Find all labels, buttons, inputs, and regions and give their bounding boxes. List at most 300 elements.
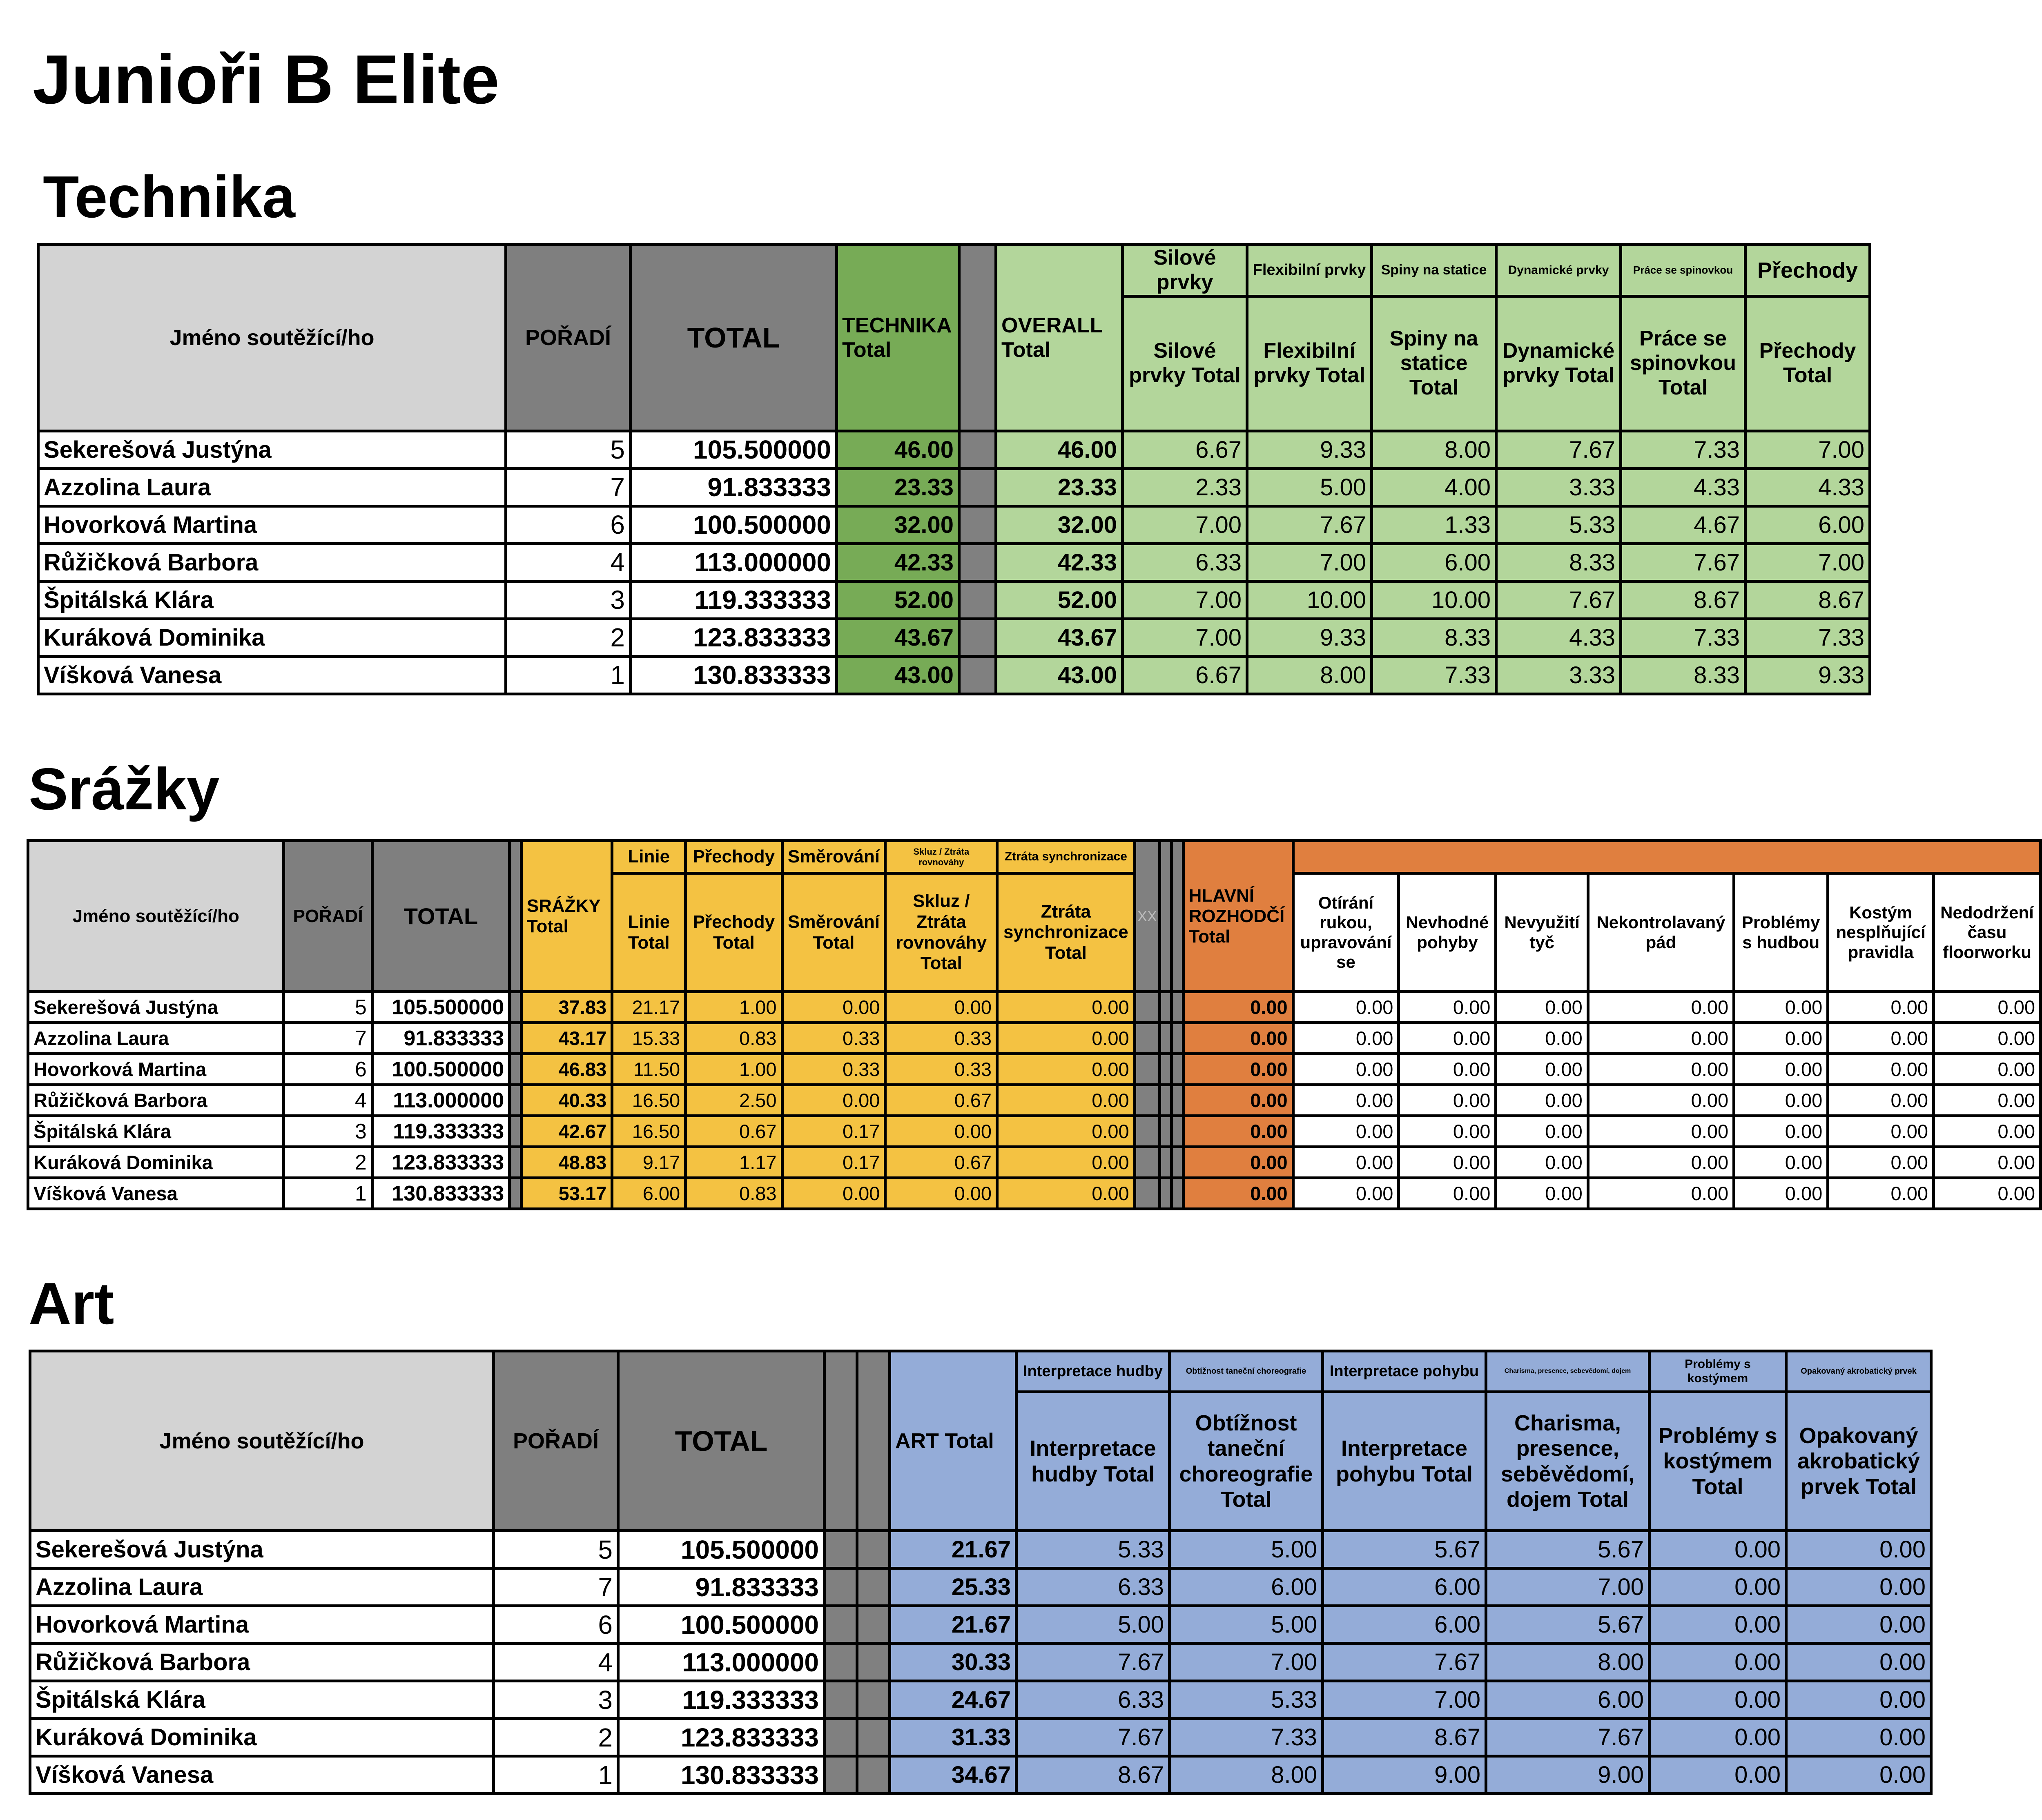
- score-cell: 4.33: [1621, 468, 1746, 506]
- art-total-cell: 30.33: [890, 1644, 1017, 1681]
- score-cell: 0.00: [1293, 1178, 1399, 1209]
- score-cell: 0.67: [686, 1116, 782, 1147]
- score-cell: 6.00: [1486, 1681, 1650, 1719]
- score-cell: 0.00: [1786, 1681, 1931, 1719]
- orange-group-header: [1293, 841, 2040, 873]
- score-cell: 5.33: [1017, 1531, 1170, 1568]
- total-cell: 123.833333: [631, 619, 837, 656]
- score-cell: 0.00: [1734, 992, 1828, 1023]
- score-cell: 0.00: [1734, 1023, 1828, 1054]
- score-cell: 0.33: [782, 1054, 885, 1085]
- score-cell: 7.67: [1486, 1719, 1650, 1756]
- score-cell: 0.17: [782, 1147, 885, 1178]
- score-cell: 7.33: [1170, 1719, 1323, 1756]
- score-cell: 8.33: [1621, 656, 1746, 694]
- separator-cell: [510, 1085, 522, 1116]
- table-row: [30, 1531, 1931, 1568]
- score-cell: 8.00: [1170, 1756, 1323, 1794]
- score-cell: 0.00: [1650, 1756, 1786, 1794]
- sub-header: Práce se spinovkou Total: [1621, 296, 1746, 431]
- technika-total-cell: 46.00: [837, 431, 959, 468]
- score-cell: 0.17: [782, 1116, 885, 1147]
- group-header: Směrování: [782, 841, 885, 873]
- technika-total-cell: 43.00: [837, 656, 959, 694]
- rank-cell: 3: [494, 1681, 618, 1719]
- separator-column: [959, 245, 996, 431]
- score-cell: 0.00: [1588, 1085, 1734, 1116]
- total-cell: 105.500000: [372, 992, 509, 1023]
- score-cell: 2.33: [1123, 468, 1247, 506]
- score-cell: 0.83: [686, 1178, 782, 1209]
- rank-cell: 4: [284, 1085, 372, 1116]
- score-cell: 0.00: [997, 1023, 1135, 1054]
- score-cell: 9.33: [1247, 619, 1372, 656]
- score-cell: 0.67: [885, 1147, 997, 1178]
- score-cell: 7.00: [1123, 506, 1247, 544]
- score-cell: 1.00: [686, 1054, 782, 1085]
- score-cell: 6.67: [1123, 431, 1247, 468]
- rank-cell: 6: [506, 506, 631, 544]
- total-cell: 130.833333: [372, 1178, 509, 1209]
- group-header: Linie: [612, 841, 686, 873]
- score-cell: 6.00: [612, 1178, 686, 1209]
- art-table-wrap: [29, 1350, 1933, 1795]
- header-rank: POŘADÍ: [284, 841, 372, 992]
- score-cell: 0.00: [1933, 1147, 2040, 1178]
- score-cell: 0.00: [1588, 1054, 1734, 1085]
- score-cell: 0.00: [1933, 1116, 2040, 1147]
- sub-header: Flexibilní prvky Total: [1247, 296, 1372, 431]
- score-cell: 0.00: [1588, 992, 1734, 1023]
- separator-cell: [825, 1531, 857, 1568]
- rank-cell: 2: [284, 1147, 372, 1178]
- score-cell: 0.33: [885, 1023, 997, 1054]
- total-cell: 119.333333: [372, 1116, 509, 1147]
- competitor-name: Hovorková Martina: [38, 506, 506, 544]
- score-cell: 5.00: [1017, 1606, 1170, 1644]
- score-cell: 0.00: [1399, 1178, 1496, 1209]
- score-cell: 5.67: [1323, 1531, 1486, 1568]
- separator-cell: [857, 1644, 890, 1681]
- separator-cell: [510, 1147, 522, 1178]
- separator-cell: [1135, 992, 1159, 1023]
- score-cell: 7.00: [1746, 431, 1870, 468]
- score-cell: 1.33: [1372, 506, 1496, 544]
- score-cell: 4.00: [1372, 468, 1496, 506]
- total-cell: 123.833333: [372, 1147, 509, 1178]
- competitor-name: Kuráková Dominika: [38, 619, 506, 656]
- sub-header: Opakovaný akrobatický prvek Total: [1786, 1392, 1931, 1531]
- table-row: [28, 1178, 2041, 1209]
- score-cell: 9.33: [1746, 656, 1870, 694]
- separator-cell: [959, 581, 996, 619]
- score-cell: 4.67: [1621, 506, 1746, 544]
- table-row: [30, 1719, 1931, 1756]
- separator-cell: [1171, 1023, 1183, 1054]
- score-cell: 0.00: [1399, 1023, 1496, 1054]
- score-cell: 0.33: [782, 1023, 885, 1054]
- sub-header: Nekontrolavaný pád: [1588, 873, 1734, 992]
- separator-cell: [959, 544, 996, 581]
- score-cell: 6.33: [1017, 1568, 1170, 1606]
- total-cell: 91.833333: [631, 468, 837, 506]
- score-cell: 7.67: [1323, 1644, 1486, 1681]
- score-cell: 0.00: [1650, 1568, 1786, 1606]
- score-cell: 6.00: [1323, 1568, 1486, 1606]
- score-cell: 6.00: [1170, 1568, 1323, 1606]
- header-srazky-total: SRÁŽKY Total: [521, 841, 612, 992]
- table-row: [30, 1606, 1931, 1644]
- sub-header: Nedodržení času floorworku: [1933, 873, 2040, 992]
- score-cell: 7.67: [1247, 506, 1372, 544]
- technika-total-cell: 23.33: [837, 468, 959, 506]
- rank-cell: 1: [506, 656, 631, 694]
- score-cell: 7.67: [1496, 431, 1621, 468]
- score-cell: 0.00: [1786, 1531, 1931, 1568]
- separator-cell: [1160, 1085, 1172, 1116]
- group-header: Interpretace pohybu: [1323, 1351, 1486, 1392]
- score-cell: 0.00: [1496, 1023, 1588, 1054]
- hlavni-total-cell: 0.00: [1183, 1178, 1293, 1209]
- score-cell: 0.00: [1588, 1147, 1734, 1178]
- score-cell: 0.00: [1786, 1606, 1931, 1644]
- overall-total-cell: 42.33: [996, 544, 1123, 581]
- art-total-cell: 21.67: [890, 1606, 1017, 1644]
- score-cell: 0.00: [782, 1085, 885, 1116]
- score-cell: 0.00: [1786, 1756, 1931, 1794]
- score-cell: 0.00: [885, 992, 997, 1023]
- header-total: TOTAL: [631, 245, 837, 431]
- score-cell: 0.00: [1828, 1054, 1934, 1085]
- table-row: [30, 1644, 1931, 1681]
- separator-cell: [1160, 1116, 1172, 1147]
- score-cell: 6.00: [1372, 544, 1496, 581]
- competitor-name: Růžičková Barbora: [28, 1085, 284, 1116]
- rank-cell: 5: [494, 1531, 618, 1568]
- hlavni-total-cell: 0.00: [1183, 1054, 1293, 1085]
- technika-total-cell: 42.33: [837, 544, 959, 581]
- score-cell: 0.00: [1734, 1085, 1828, 1116]
- separator-cell: [510, 1054, 522, 1085]
- score-cell: 0.00: [1293, 1023, 1399, 1054]
- total-cell: 91.833333: [618, 1568, 825, 1606]
- separator-cell: [510, 992, 522, 1023]
- separator-cell: [1135, 1116, 1159, 1147]
- competitor-name: Sekerešová Justýna: [30, 1531, 494, 1568]
- sub-header: Problémy s hudbou: [1734, 873, 1828, 992]
- competitor-name: Růžičková Barbora: [38, 544, 506, 581]
- srazky-table: [27, 839, 2042, 1210]
- group-header: Opakovaný akrobatický prvek: [1786, 1351, 1931, 1392]
- separator-cell: [857, 1568, 890, 1606]
- score-cell: 21.17: [612, 992, 686, 1023]
- technika-total-cell: 43.67: [837, 619, 959, 656]
- header-total: TOTAL: [618, 1351, 825, 1531]
- sub-header: Silové prvky Total: [1123, 296, 1247, 431]
- group-header: Skluz / Ztráta rovnováhy: [885, 841, 997, 873]
- header-art-total: ART Total: [890, 1351, 1017, 1531]
- score-cell: 0.00: [1399, 1147, 1496, 1178]
- separator-cell: [825, 1756, 857, 1794]
- group-header: Silové prvky: [1123, 245, 1247, 296]
- separator-column: [825, 1351, 857, 1531]
- art-total-cell: 31.33: [890, 1719, 1017, 1756]
- separator-column: [1171, 841, 1183, 992]
- score-cell: 0.00: [997, 1147, 1135, 1178]
- total-cell: 105.500000: [618, 1531, 825, 1568]
- total-cell: 113.000000: [618, 1644, 825, 1681]
- score-cell: 0.00: [1734, 1116, 1828, 1147]
- score-cell: 0.00: [1828, 992, 1934, 1023]
- score-cell: 0.00: [1293, 1147, 1399, 1178]
- separator-cell: [825, 1644, 857, 1681]
- score-cell: 0.00: [1828, 1023, 1934, 1054]
- competitor-name: Azzolina Laura: [30, 1568, 494, 1606]
- separator-cell: [510, 1116, 522, 1147]
- overall-total-cell: 32.00: [996, 506, 1123, 544]
- score-cell: 0.00: [1496, 1085, 1588, 1116]
- separator-cell: [1171, 1085, 1183, 1116]
- score-cell: 8.33: [1372, 619, 1496, 656]
- table-row: [28, 1054, 2041, 1085]
- score-cell: 0.00: [1399, 992, 1496, 1023]
- separator-column: XX: [1135, 841, 1159, 992]
- hlavni-total-cell: 0.00: [1183, 1116, 1293, 1147]
- score-cell: 0.00: [1650, 1606, 1786, 1644]
- table-row: [28, 1085, 2041, 1116]
- score-cell: 0.00: [1293, 1085, 1399, 1116]
- separator-cell: [510, 1023, 522, 1054]
- separator-cell: [1171, 992, 1183, 1023]
- srazky-total-cell: 53.17: [521, 1178, 612, 1209]
- header-name: Jméno soutěžící/ho: [38, 245, 506, 431]
- competitor-name: Růžičková Barbora: [30, 1644, 494, 1681]
- total-cell: 100.500000: [372, 1054, 509, 1085]
- score-cell: 1.17: [686, 1147, 782, 1178]
- score-cell: 0.00: [1933, 1054, 2040, 1085]
- group-header: Ztráta synchronizace: [997, 841, 1135, 873]
- score-cell: 8.67: [1323, 1719, 1486, 1756]
- page-title: Junioři B Elite: [33, 41, 499, 118]
- score-cell: 0.00: [997, 1116, 1135, 1147]
- rank-cell: 5: [506, 431, 631, 468]
- score-cell: 0.00: [1496, 1147, 1588, 1178]
- score-cell: 0.00: [1399, 1054, 1496, 1085]
- score-cell: 7.00: [1486, 1568, 1650, 1606]
- score-cell: 5.00: [1170, 1531, 1323, 1568]
- section-title-srazky: Srážky: [29, 756, 220, 822]
- score-cell: 0.00: [1293, 1116, 1399, 1147]
- separator-cell: [825, 1681, 857, 1719]
- score-cell: 0.00: [1828, 1147, 1934, 1178]
- hlavni-total-cell: 0.00: [1183, 1085, 1293, 1116]
- srazky-total-cell: 37.83: [521, 992, 612, 1023]
- group-header: Práce se spinovkou: [1621, 245, 1746, 296]
- score-cell: 8.67: [1017, 1756, 1170, 1794]
- score-cell: 0.00: [1933, 1178, 2040, 1209]
- total-cell: 100.500000: [631, 506, 837, 544]
- srazky-total-cell: 40.33: [521, 1085, 612, 1116]
- rank-cell: 7: [506, 468, 631, 506]
- art-table: [29, 1350, 1933, 1795]
- score-cell: 10.00: [1372, 581, 1496, 619]
- group-header: Spiny na statice: [1372, 245, 1496, 296]
- header-technika-total: TECHNIKA Total: [837, 245, 959, 431]
- score-cell: 0.00: [1293, 1054, 1399, 1085]
- srazky-total-cell: 48.83: [521, 1147, 612, 1178]
- score-cell: 15.33: [612, 1023, 686, 1054]
- table-row: [28, 1147, 2041, 1178]
- srazky-total-cell: 42.67: [521, 1116, 612, 1147]
- sub-header: Kostým nesplňující pravidla: [1828, 873, 1934, 992]
- table-row: [38, 656, 1870, 694]
- total-cell: 113.000000: [631, 544, 837, 581]
- technika-table: [37, 243, 1871, 695]
- score-cell: 7.33: [1372, 656, 1496, 694]
- competitor-name: Víšková Vanesa: [38, 656, 506, 694]
- separator-cell: [959, 431, 996, 468]
- total-cell: 113.000000: [372, 1085, 509, 1116]
- separator-cell: [825, 1719, 857, 1756]
- score-cell: 0.00: [782, 992, 885, 1023]
- score-cell: 3.33: [1496, 468, 1621, 506]
- score-cell: 0.00: [997, 992, 1135, 1023]
- art-total-cell: 34.67: [890, 1756, 1017, 1794]
- score-cell: 8.67: [1621, 581, 1746, 619]
- rank-cell: 7: [284, 1023, 372, 1054]
- header-name: Jméno soutěžící/ho: [28, 841, 284, 992]
- sub-header: Otírání rukou, upravování se: [1293, 873, 1399, 992]
- score-cell: 0.00: [1496, 1116, 1588, 1147]
- score-cell: 4.33: [1496, 619, 1621, 656]
- score-cell: 9.17: [612, 1147, 686, 1178]
- score-cell: 0.00: [1588, 1023, 1734, 1054]
- score-cell: 9.33: [1247, 431, 1372, 468]
- rank-cell: 2: [494, 1719, 618, 1756]
- rank-cell: 6: [284, 1054, 372, 1085]
- separator-cell: [1135, 1085, 1159, 1116]
- score-cell: 5.33: [1170, 1681, 1323, 1719]
- competitor-name: Hovorková Martina: [30, 1606, 494, 1644]
- group-header: Interpretace hudby: [1017, 1351, 1170, 1392]
- table-row: [38, 581, 1870, 619]
- score-cell: 0.00: [1650, 1719, 1786, 1756]
- score-cell: 0.00: [1496, 992, 1588, 1023]
- separator-cell: [959, 619, 996, 656]
- score-cell: 0.00: [1786, 1644, 1931, 1681]
- header-overall-total: OVERALL Total: [996, 245, 1123, 431]
- score-cell: 0.00: [1828, 1116, 1934, 1147]
- total-cell: 119.333333: [631, 581, 837, 619]
- separator-cell: [1171, 1116, 1183, 1147]
- separator-cell: [1160, 992, 1172, 1023]
- art-total-cell: 24.67: [890, 1681, 1017, 1719]
- sub-header: Nevyužití tyč: [1496, 873, 1588, 992]
- technika-table-wrap: [37, 243, 1871, 695]
- total-cell: 123.833333: [618, 1719, 825, 1756]
- table-row: [38, 619, 1870, 656]
- separator-cell: [1160, 1054, 1172, 1085]
- score-cell: 7.33: [1746, 619, 1870, 656]
- score-cell: 1.00: [686, 992, 782, 1023]
- score-cell: 7.00: [1170, 1644, 1323, 1681]
- rank-cell: 6: [494, 1606, 618, 1644]
- score-cell: 0.00: [1933, 992, 2040, 1023]
- rank-cell: 5: [284, 992, 372, 1023]
- score-cell: 7.00: [1247, 544, 1372, 581]
- total-cell: 105.500000: [631, 431, 837, 468]
- sub-header: Směrování Total: [782, 873, 885, 992]
- sub-header: Interpretace hudby Total: [1017, 1392, 1170, 1531]
- table-row: [30, 1681, 1931, 1719]
- score-cell: 0.00: [1293, 992, 1399, 1023]
- total-cell: 119.333333: [618, 1681, 825, 1719]
- separator-cell: [959, 468, 996, 506]
- score-cell: 7.67: [1496, 581, 1621, 619]
- sub-header: Přechody Total: [1746, 296, 1870, 431]
- total-cell: 100.500000: [618, 1606, 825, 1644]
- art-total-cell: 25.33: [890, 1568, 1017, 1606]
- score-cell: 9.00: [1486, 1756, 1650, 1794]
- sub-header: Dynamické prvky Total: [1496, 296, 1621, 431]
- rank-cell: 2: [506, 619, 631, 656]
- score-cell: 0.00: [885, 1116, 997, 1147]
- score-cell: 0.00: [997, 1054, 1135, 1085]
- separator-cell: [857, 1756, 890, 1794]
- score-cell: 7.67: [1621, 544, 1746, 581]
- separator-cell: [1171, 1178, 1183, 1209]
- score-cell: 0.00: [997, 1178, 1135, 1209]
- sub-header: Problémy s kostýmem Total: [1650, 1392, 1786, 1531]
- competitor-name: Kuráková Dominika: [30, 1719, 494, 1756]
- score-cell: 0.67: [885, 1085, 997, 1116]
- score-cell: 16.50: [612, 1116, 686, 1147]
- score-cell: 0.00: [1399, 1116, 1496, 1147]
- table-row: [38, 431, 1870, 468]
- overall-total-cell: 52.00: [996, 581, 1123, 619]
- separator-column: [1160, 841, 1172, 992]
- header-hlavni-rozhodci: HLAVNÍ ROZHODČÍ Total: [1183, 841, 1293, 992]
- score-cell: 0.00: [1588, 1116, 1734, 1147]
- score-cell: 0.00: [1588, 1178, 1734, 1209]
- score-cell: 0.00: [1828, 1085, 1934, 1116]
- overall-total-cell: 43.67: [996, 619, 1123, 656]
- score-cell: 0.00: [1933, 1085, 2040, 1116]
- header-rank: POŘADÍ: [494, 1351, 618, 1531]
- sub-header: Charisma, presence, seběvědomí, dojem Total: [1486, 1392, 1650, 1531]
- score-cell: 8.33: [1496, 544, 1621, 581]
- group-header: Obtížnost taneční choreografie: [1170, 1351, 1323, 1392]
- section-title-technika: Technika: [43, 164, 295, 230]
- score-cell: 8.67: [1746, 581, 1870, 619]
- separator-cell: [1160, 1023, 1172, 1054]
- rank-cell: 1: [494, 1756, 618, 1794]
- competitor-name: Azzolina Laura: [38, 468, 506, 506]
- score-cell: 0.00: [1828, 1178, 1934, 1209]
- competitor-name: Špitálská Klára: [28, 1116, 284, 1147]
- group-header: Problémy s kostýmem: [1650, 1351, 1786, 1392]
- score-cell: 7.00: [1123, 619, 1247, 656]
- hlavni-total-cell: 0.00: [1183, 1147, 1293, 1178]
- separator-column: [510, 841, 522, 992]
- score-cell: 0.00: [1786, 1568, 1931, 1606]
- score-cell: 7.67: [1017, 1644, 1170, 1681]
- score-cell: 0.83: [686, 1023, 782, 1054]
- score-cell: 0.00: [1734, 1147, 1828, 1178]
- separator-cell: [959, 506, 996, 544]
- table-row: [38, 544, 1870, 581]
- header-rank: POŘADÍ: [506, 245, 631, 431]
